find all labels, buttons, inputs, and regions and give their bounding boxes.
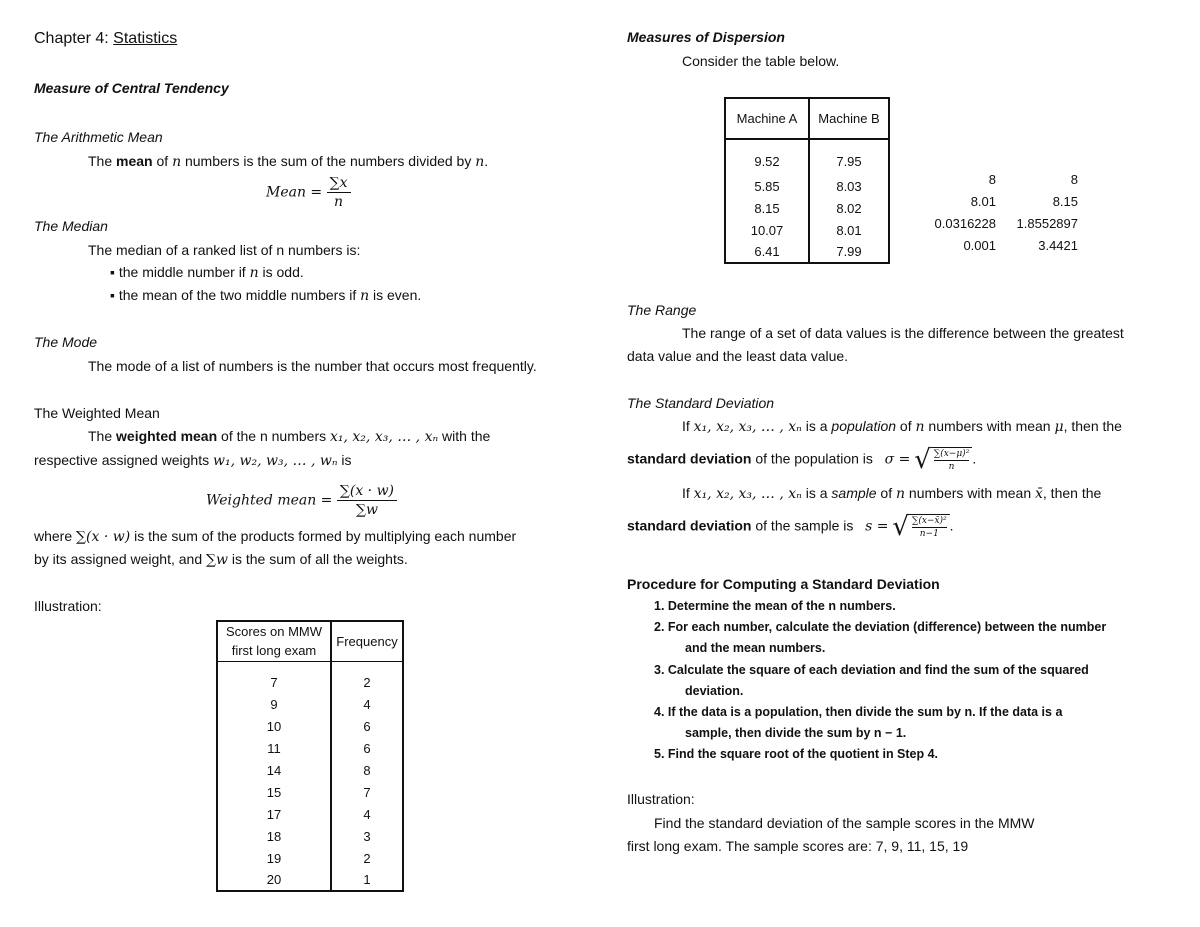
weighted-line2-post: is: [337, 452, 352, 468]
weighted-post: with the: [438, 428, 491, 444]
chapter-heading: [34, 30, 177, 48]
score-cell: 10: [217, 715, 331, 737]
arithmetic-mean-heading: The Arithmetic Mean: [34, 129, 163, 145]
where-line2-post: is the sum of all the weights.: [227, 551, 408, 567]
where-line1: [34, 528, 516, 545]
procedure-step-2: 2. For each number, calculate the deviation (difference) between the number: [654, 620, 1107, 634]
procedure-step-2-cont: and the mean numbers.: [685, 641, 826, 655]
sd-population-line1: [682, 418, 1122, 435]
weighted-mean-heading: The Weighted Mean: [34, 405, 160, 421]
weighted-pre: The: [88, 428, 117, 444]
sd-pop-end: , then the: [1063, 418, 1122, 434]
machine-table: [724, 97, 890, 264]
arithmetic-mean-definition: [88, 153, 488, 170]
procedure-step-3-cont: deviation.: [685, 684, 744, 698]
frequency-cell: 7: [363, 784, 371, 800]
arith-of: of: [152, 153, 173, 169]
sd-pop-sym: σ =: [884, 451, 911, 468]
procedure-step-1: 1. Determine the mean of the n numbers.: [654, 599, 896, 613]
sd-heading: The Standard Deviation: [627, 395, 775, 411]
score-cell: 20: [217, 869, 331, 891]
machine-b-cell: 8.02: [836, 200, 862, 216]
table-row: [217, 869, 403, 891]
chapter-label: Chapter 4:: [34, 30, 109, 47]
median-b1-n: n: [249, 265, 259, 281]
sd-samp-vars: x₁, x₂, x₃, … , xₙ: [693, 486, 802, 502]
sd-pop-n: n: [915, 419, 925, 435]
score-cell: 7: [217, 661, 331, 693]
arith-bold: mean: [116, 153, 153, 169]
score-cell: 9: [217, 693, 331, 715]
side-value-b: 1.8552897: [1016, 216, 1078, 231]
mean-formula-den: n: [334, 194, 344, 210]
mean-formula-num: ∑x: [327, 174, 351, 193]
procedure-heading: Procedure for Computing a Standard Deviation: [627, 576, 940, 592]
illustration-line2: first long exam. The sample scores are: 7, 9, 11, 15, 19: [627, 838, 969, 854]
wm-lhs: Weighted mean =: [206, 492, 333, 509]
frequency-cell: 2: [363, 850, 371, 866]
weighted-mean-definition-line2: [34, 452, 352, 469]
sd-samp-pre: If: [682, 485, 694, 501]
freq-col-scores-line2: first long exam: [231, 643, 317, 659]
frequency-table: [216, 620, 404, 892]
sd-samp-radicand: [909, 514, 950, 540]
sd-pop-line2-post: of the population is: [751, 450, 873, 467]
right-illustration-label: Illustration:: [627, 791, 695, 807]
frequency-cell: 6: [363, 718, 371, 734]
freq-col-scores: [217, 621, 331, 661]
frequency-cell: 2: [363, 674, 371, 690]
range-heading: The Range: [627, 302, 697, 318]
sd-samp-it: sample: [831, 485, 877, 501]
where-line2-sym: ∑w: [206, 552, 228, 568]
central-tendency-heading: Measure of Central Tendency: [34, 80, 229, 96]
machine-b-cell: 8.03: [836, 178, 862, 194]
side-value-b: 3.4421: [1038, 238, 1078, 253]
arith-n2: n: [475, 154, 485, 170]
table-row: [217, 715, 403, 737]
machine-a-cell: 8.15: [725, 197, 809, 219]
consider-text: Consider the table below.: [682, 53, 840, 69]
machine-b-cell: 7.99: [836, 244, 862, 259]
sd-samp-of: of: [876, 485, 897, 501]
machine-a-cell: 6.41: [725, 241, 809, 263]
wm-den: ∑w: [355, 502, 378, 518]
median-heading: The Median: [34, 218, 108, 234]
table-row: [217, 847, 403, 869]
wm-fraction: [337, 482, 397, 519]
mean-formula-lhs: Mean =: [266, 184, 323, 201]
median-b1-post: is odd.: [258, 264, 304, 280]
arith-post: numbers is the sum of the numbers divided by: [181, 153, 476, 169]
sd-samp-end: , then the: [1042, 485, 1102, 501]
table-row: [217, 737, 403, 759]
frequency-cell: 3: [363, 828, 371, 844]
mode-heading: The Mode: [34, 334, 98, 350]
table-row: [217, 825, 403, 847]
table-row: [725, 175, 889, 197]
mode-definition: The mode of a list of numbers is the number that occurs most frequently.: [88, 358, 537, 374]
median-b1-pre: the middle number if: [118, 264, 250, 280]
procedure-step-4: 4. If the data is a population, then divide the sum by n. If the data is a: [654, 705, 1063, 719]
frequency-cell: 8: [363, 762, 371, 778]
sd-population-line2: standard deviation of the population is σ = √ $\frac{\text{∑(x−μ)²}}{n}$ .: [627, 445, 977, 475]
machine-b-cell: 8.01: [836, 222, 862, 238]
table-row: [725, 219, 889, 241]
table-row: [217, 661, 403, 693]
table-row: [217, 759, 403, 781]
arith-dot: .: [484, 153, 489, 169]
machine-col-a: Machine A: [725, 98, 809, 139]
where-sym: ∑(x · w): [76, 529, 131, 545]
score-cell: 17: [217, 803, 331, 825]
weighted-mean-formula: [206, 482, 397, 519]
sd-pop-of: of: [896, 418, 916, 434]
side-value-b: 8: [1070, 172, 1078, 187]
machine-a-cell: 5.85: [725, 175, 809, 197]
weighted-line2-pre: respective assigned weights: [34, 452, 213, 468]
sqrt-sign: √: [892, 512, 909, 542]
mean-formula-fraction: [327, 174, 351, 211]
where-post: is the sum of the products formed by multiplying each number: [130, 528, 517, 544]
dispersion-heading: Measures of Dispersion: [627, 29, 785, 45]
sd-pop-radical: [914, 447, 972, 473]
weighted-mean-definition: [88, 428, 490, 445]
side-value-a: 0.001: [963, 238, 996, 253]
procedure-step-4-cont: sample, then divide the sum by n − 1.: [685, 726, 907, 740]
table-row: [217, 781, 403, 803]
machine-b-cell: 7.95: [836, 154, 862, 169]
score-cell: 19: [217, 847, 331, 869]
table-row: [217, 693, 403, 715]
sd-pop-pre: If: [682, 418, 694, 434]
sd-samp-num: ∑(x−x̄)²: [911, 516, 947, 526]
where-line2-pre: by its assigned weight, and: [34, 551, 206, 567]
sd-samp-radical: [892, 514, 949, 540]
sd-pop-mu: μ: [1054, 419, 1064, 435]
score-cell: 11: [217, 737, 331, 759]
freq-col-scores-line1: Scores on MMW: [225, 624, 323, 640]
weighted-weights: w₁, w₂, w₃, … , wₙ: [213, 453, 338, 469]
table-row: [725, 139, 889, 175]
range-line2: data value and the least data value.: [627, 348, 849, 364]
arith-pre: The: [88, 153, 117, 169]
sd-pop-it: population: [831, 418, 897, 434]
frequency-cell: 4: [363, 696, 371, 712]
machine-a-cell: 10.07: [725, 219, 809, 241]
median-b2-post: is even.: [369, 287, 422, 303]
machine-a-cell: 9.52: [725, 139, 809, 175]
arith-n: n: [172, 154, 182, 170]
score-cell: 15: [217, 781, 331, 803]
weighted-vars: x₁, x₂, x₃, … , xₙ: [330, 429, 439, 445]
median-b2-pre: the mean of the two middle numbers if: [118, 287, 361, 303]
sd-pop-den: n: [948, 462, 955, 472]
sd-samp-n: n: [896, 486, 906, 502]
wm-num: ∑(x · w): [337, 482, 397, 501]
where-line2: [34, 551, 408, 568]
procedure-step-3: 3. Calculate the square of each deviation and find the sum of the squared: [654, 663, 1089, 677]
sd-pop-line2-bold: standard deviation: [627, 450, 752, 467]
sd-samp-line2-post: of the sample is: [751, 517, 854, 534]
median-b2-n: n: [360, 288, 370, 304]
sd-samp-den: n−1: [919, 529, 939, 539]
chapter-title: Statistics: [113, 30, 178, 47]
where-pre: where: [34, 528, 77, 544]
side-value-b: 8.15: [1052, 194, 1078, 209]
weighted-bold: weighted mean: [116, 428, 218, 444]
sd-samp-post: numbers with mean: [905, 485, 1035, 501]
mean-formula: [266, 174, 351, 211]
range-line1: The range of a set of data values is the difference between the greatest: [682, 325, 1124, 341]
sd-pop-mid: is a: [801, 418, 832, 434]
sd-pop-radicand: [931, 447, 973, 473]
frequency-cell: 4: [363, 806, 371, 822]
sd-pop-num: ∑(x−μ)²: [933, 449, 970, 459]
table-row: [725, 241, 889, 263]
median-bullet-even: ▪ the mean of the two middle numbers if n is even.: [110, 287, 422, 304]
median-bullet-odd: ▪ the middle number if n is odd.: [110, 264, 304, 281]
left-illustration-label: Illustration:: [34, 598, 102, 614]
frequency-cell: 1: [363, 872, 371, 887]
procedure-step-5: 5. Find the square root of the quotient in Step 4.: [654, 747, 939, 761]
sd-samp-mid: is a: [801, 485, 832, 501]
sd-pop-vars: x₁, x₂, x₃, … , xₙ: [693, 419, 802, 435]
machine-col-b: Machine B: [818, 111, 880, 126]
sd-samp-sym: s =: [865, 518, 889, 535]
sqrt-sign: √: [914, 445, 931, 475]
frequency-cell: 6: [363, 740, 371, 756]
sd-samp-xbar: x̄: [1035, 486, 1043, 502]
illustration-line1: Find the standard deviation of the sample scores in the MMW: [654, 815, 1035, 831]
score-cell: 14: [217, 759, 331, 781]
sd-sample-line2: standard deviation of the sample is s = √ $\frac{\text{∑(x−x̄)²}}{n-1}$ .: [627, 512, 954, 542]
side-value-a: 8: [988, 172, 996, 187]
table-row: [217, 803, 403, 825]
score-cell: 18: [217, 825, 331, 847]
sd-sample-line1: [682, 485, 1101, 502]
sd-pop-post: numbers with mean: [924, 418, 1055, 434]
side-value-a: 8.01: [970, 194, 996, 209]
weighted-mid: of the n numbers: [217, 428, 330, 444]
side-value-a: 0.0316228: [934, 216, 996, 231]
sd-samp-line2-bold: standard deviation: [627, 517, 752, 534]
freq-col-frequency: Frequency: [336, 633, 398, 649]
median-definition: The median of a ranked list of n numbers is:: [88, 242, 361, 258]
table-row: [725, 197, 889, 219]
